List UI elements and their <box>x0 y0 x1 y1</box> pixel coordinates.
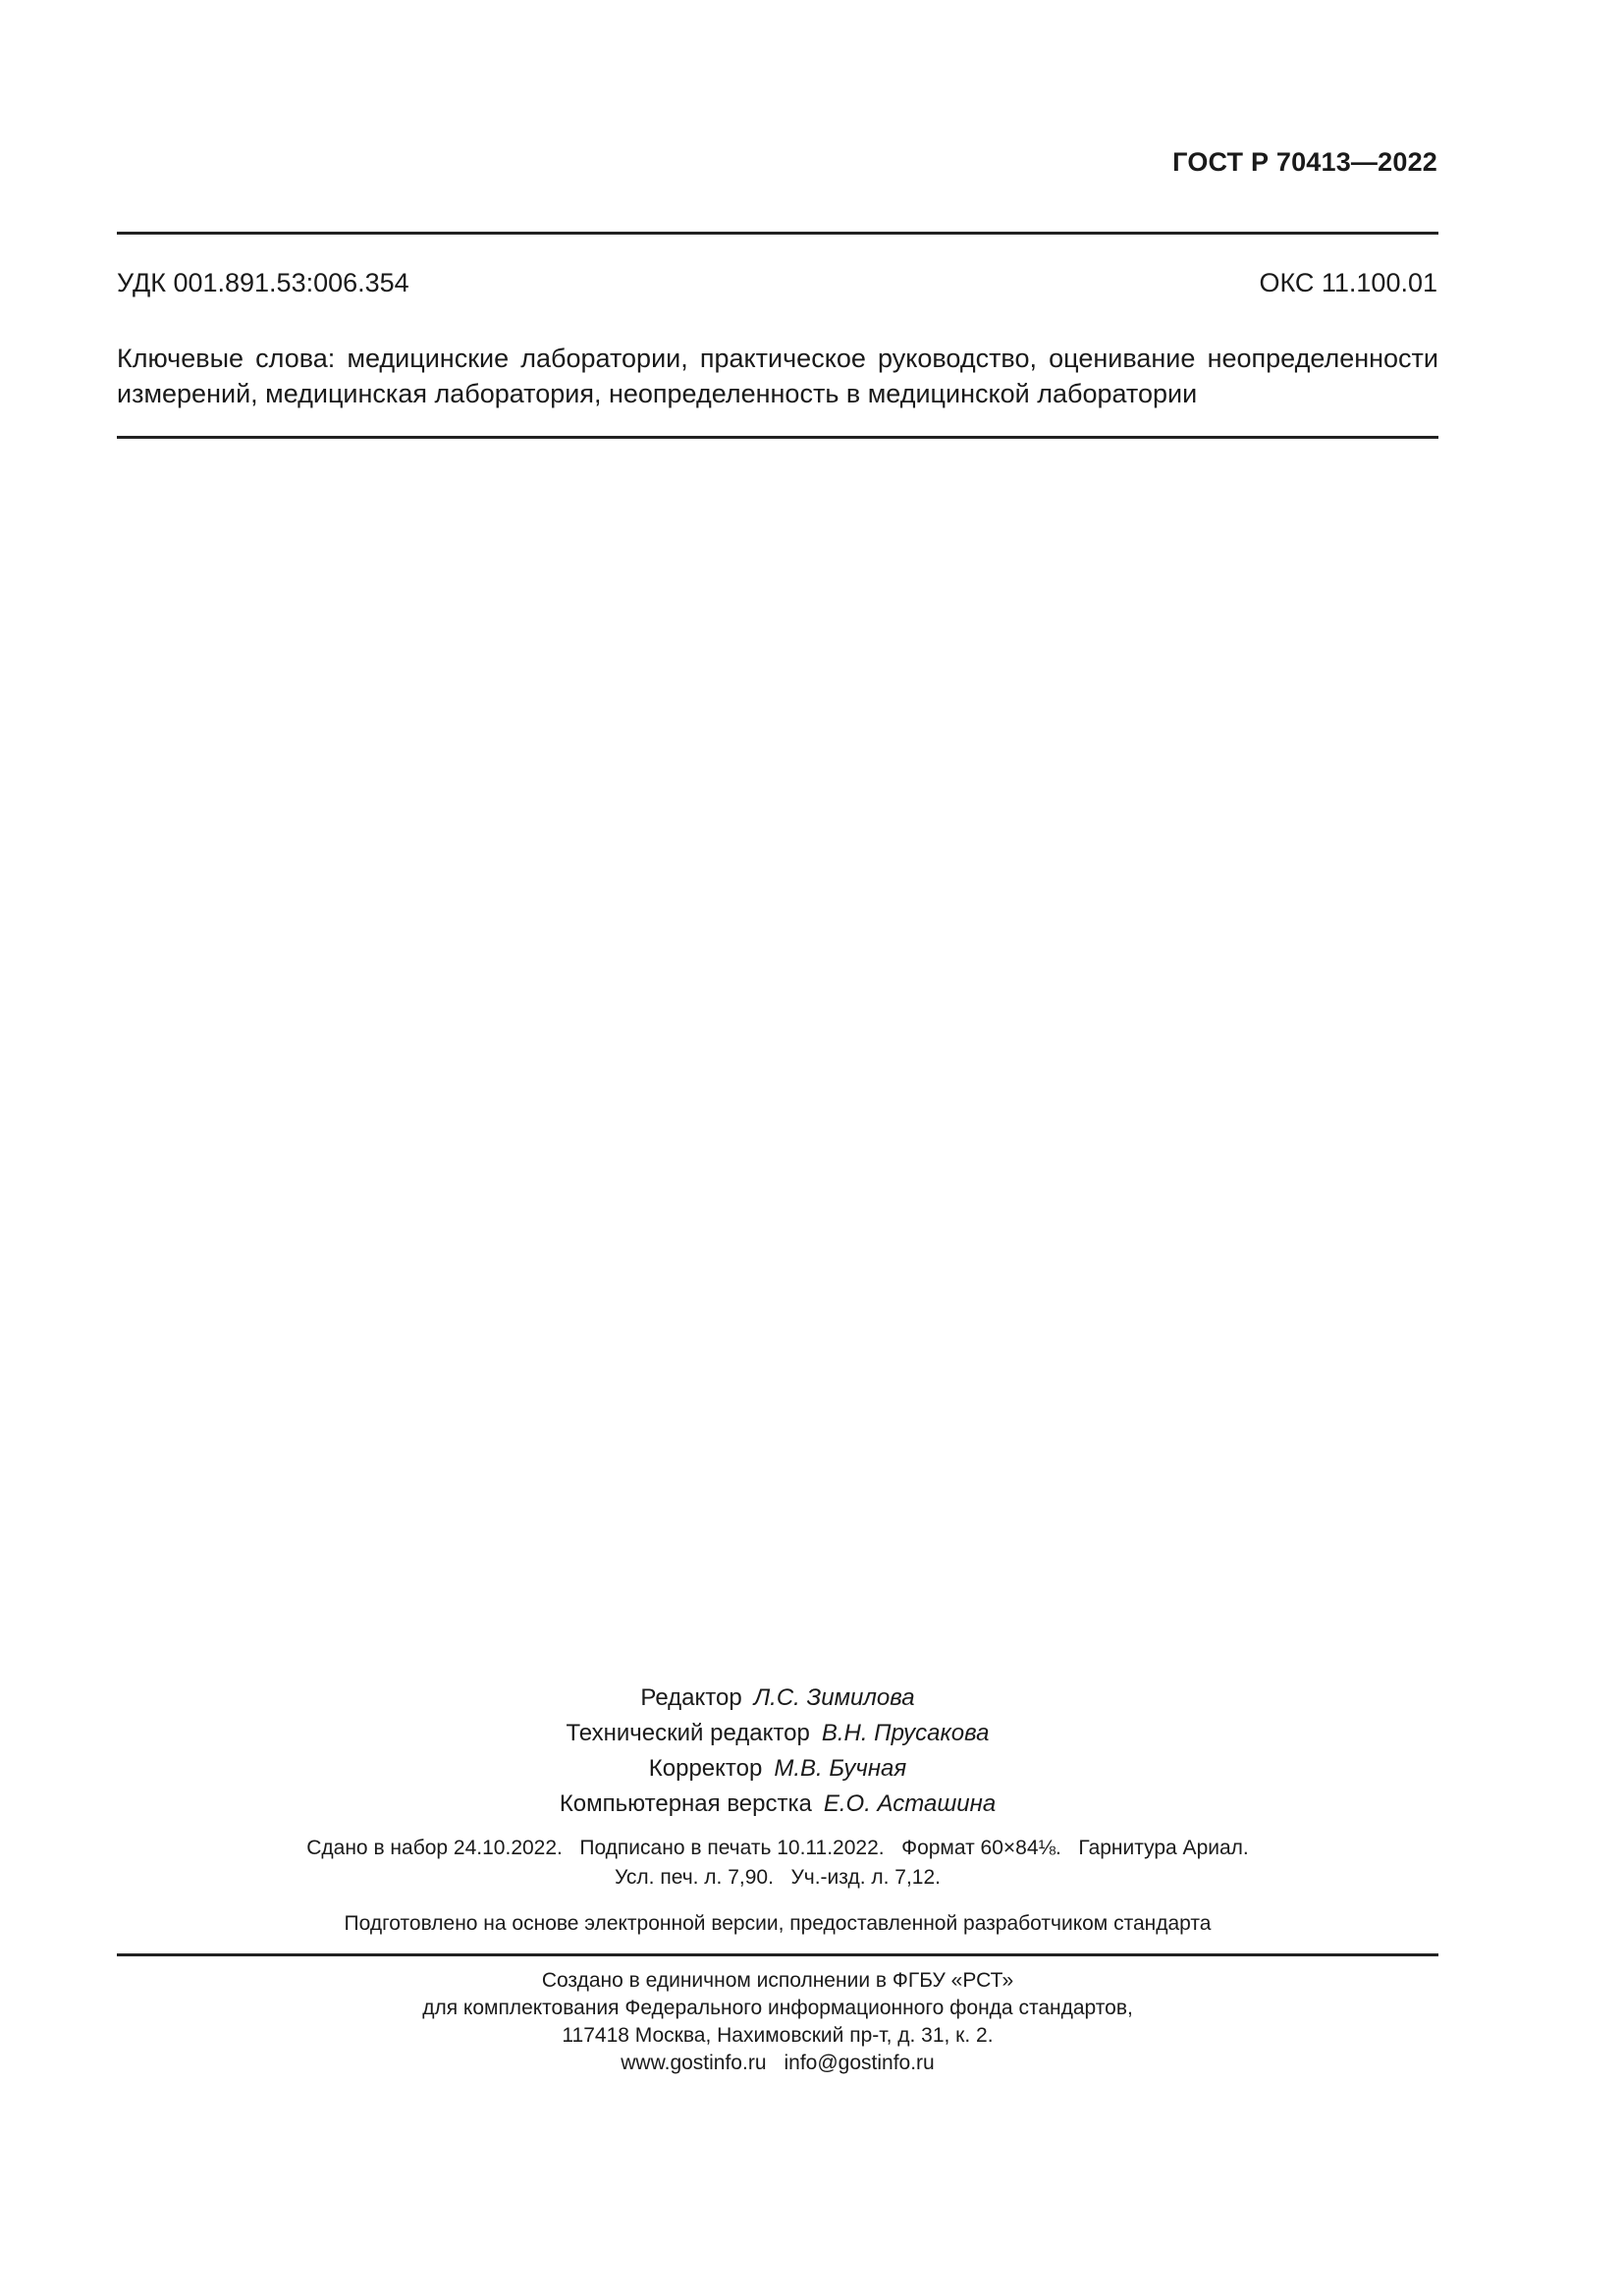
credit-person: Е.О. Асташина <box>823 1790 997 1817</box>
prepared-note: Подготовлено на основе электронной версии, предоставленной разработчиком стандарта <box>344 1912 1212 1935</box>
credit-person: Л.С. Зимилова <box>753 1684 915 1711</box>
credit-person: М.В. Бучная <box>774 1755 907 1782</box>
oks-code: ОКС 11.100.01 <box>1259 268 1437 297</box>
credits-block <box>117 1681 1438 1822</box>
print-info-line: Усл. печ. л. 7,90. Уч.-изд. л. 7,12. <box>614 1866 941 1889</box>
credit-editor <box>117 1681 1438 1716</box>
top-divider <box>117 232 1438 235</box>
print-info-block <box>117 1834 1438 1893</box>
credit-role: Компьютерная верстка <box>559 1790 812 1817</box>
credit-role: Корректор <box>648 1755 763 1782</box>
publisher-contacts <box>117 2050 1438 2077</box>
publisher-line: для комплектования Федерального информационного фонда стандартов, <box>422 1997 1133 2019</box>
email-link[interactable]: info@gostinfo.ru <box>784 2052 935 2074</box>
publisher-line: Создано в единичном исполнении в ФГБУ «РСТ» <box>541 1969 1014 1992</box>
udk-code: УДК 001.891.53:006.354 <box>117 268 409 297</box>
keywords-divider <box>117 436 1438 439</box>
publisher-address: 117418 Москва, Нахимовский пр-т, д. 31, к. 2. <box>562 2024 994 2047</box>
credit-proofreader <box>117 1751 1438 1787</box>
print-info-line: Сдано в набор 24.10.2022. Подписано в печать 10.11.2022. Формат 60×84⅛. Гарнитура Ариал. <box>306 1837 1249 1859</box>
standard-number: ГОСТ Р 70413—2022 <box>1172 147 1437 177</box>
credit-layout <box>117 1787 1438 1822</box>
credit-role: Редактор <box>640 1684 742 1711</box>
publisher-divider <box>117 1953 1438 1956</box>
website-link[interactable]: www.gostinfo.ru <box>621 2052 767 2074</box>
credit-person: В.Н. Прусакова <box>821 1720 990 1746</box>
keywords-paragraph: Ключевые слова: медицинские лаборатории, практическое руководство, оценивание неопределенности измерений, медицинская лаборатория, неопределенность в медицинской лаборатории <box>117 344 1438 408</box>
credit-role: Технический редактор <box>566 1720 810 1746</box>
credit-technical-editor <box>117 1716 1438 1751</box>
publisher-block <box>117 1967 1438 2077</box>
